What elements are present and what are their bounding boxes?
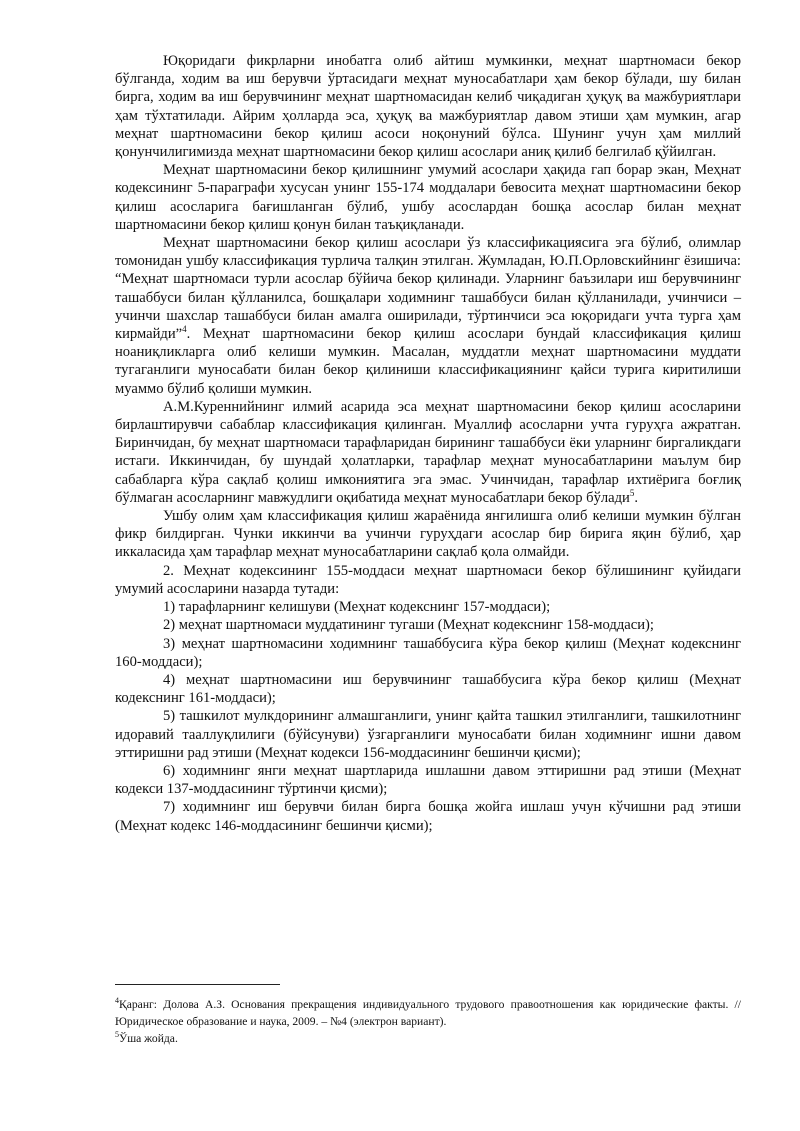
footnote-divider <box>115 984 280 985</box>
paragraph: А.М.Куреннийнинг илмий асарида эса меҳнат шартномасини бекор қилиш асосларини бирлаштирувчи сабаблар классификация қилинган. Муаллиф асосларни учта гуруҳга ажратган. Биринчидан, бу меҳнат шартномаси тарафларидан бирининг ташаббуси ёки уларнинг биргаликдаги истаги. Иккинчидан, бу шундай ҳолатларки, тарафлар меҳнат муносабатларини маълум бир сабабларга кўра сақлаб қолиш имкониятига эга эмас. Учинчидан, тарафлар ихтиёрига боғлиқ бўлмаган асосларнинг мавжудлиги оқибатида меҳнат муносабатлари бекор бўлади$^5$. <box>115 398 741 506</box>
list-item: 3) меҳнат шартномасини ходимнинг ташаббусига кўра бекор қилиш (Меҳнат кодекснинг 160-моддаси); <box>115 635 741 670</box>
list-item: 1) тарафларнинг келишуви (Меҳнат кодекснинг 157-моддаси); <box>163 599 551 616</box>
list-item: 6) ходимнинг янги меҳнат шартларида ишлашни давом эттиришни рад этиши (Меҳнат кодекси 137-моддасининг тўртинчи қисми); <box>115 762 741 798</box>
footnote: $^4$Қаранг: Долова А.З. Основания прекращения индивидуального трудового правоотношения как юридические факты. // Юридическое образование и наука, 2009. – №4 (электрон вариант). <box>115 996 741 1028</box>
footnote-ref[interactable]: 4 <box>182 324 187 335</box>
footnote-mark: 5 <box>115 1030 119 1040</box>
list-item: 2) меҳнат шартномаси муддатининг тугаши (Меҳнат кодекснинг 158-моддаси); <box>163 617 654 634</box>
footnote-mark: 4 <box>115 996 119 1006</box>
paragraph: Юқоридаги фикрларни инобатга олиб айтиш мумкинки, меҳнат шартномаси бекор бўлганда, ходим ва иш берувчи ўртасидаги меҳнат муносабатлари ҳам бекор бўлади, шу билан бирга, ходим ва иш берувчининг меҳнат шартномасидан келиб чиқадиган ҳуқуқ ва мажбуриятлари ҳам тўхтатилади. Айрим ҳолларда эса, ҳуқуқ ва мажбуриятлар давом этиши ҳам мумкин, агар меҳнат шартномасини бекор қилиш асоси ноқонуний бўлса. Шунинг учун ҳам миллий қонунчилигимизда меҳнат шартномасини бекор қилиш асослари аниқ қилиб белгилаб қўйилган. <box>115 53 741 161</box>
list-item: 7) ходимнинг иш берувчи билан бирга бошқа жойга ишлаш учун кўчишни рад этиши (Меҳнат кодекс 146-моддасининг бешинчи қисми); <box>115 799 741 834</box>
list-item: 4) меҳнат шартномасини иш берувчининг ташаббусига кўра бекор қилиш (Меҳнат кодекснинг 161-моддаси); <box>115 671 741 707</box>
footnotes <box>115 996 741 1047</box>
list-item: 5) ташкилот мулкдорининг алмашганлиги, унинг қайта ташкил этилганлиги, ташкилотнинг идоравий тааллуқлилиги (бўйсунуви) ўзгарганлиги муносабати билан ходимнинг ишни давом эттиришни рад этиши (Меҳнат кодекси 156-моддасининг бешинчи қисми); <box>115 708 741 761</box>
footnote: $^5$Ўша жойда. <box>115 1030 178 1045</box>
paragraph: Ушбу олим ҳам классификация қилиш жараёнида янгилишга олиб келиши мумкин бўлган фикр билдирган. Чунки иккинчи ва учинчи гуруҳдаги асослар бир бирига яқин бўлиб, ҳар иккаласида ҳам тарафлар меҳнат муносабатларини сақлаб қола олмайди. <box>115 508 741 561</box>
footnote-ref[interactable]: 5 <box>629 488 635 499</box>
paragraph: 2. Меҳнат кодексининг 155-моддаси меҳнат шартномаси бекор бўлишининг қуйидаги умумий асосларини назарда тутади: <box>115 562 741 597</box>
document-body <box>115 52 741 835</box>
paragraph: Меҳнат шартномасини бекор қилиш асослари ўз классификациясига эга бўлиб, олимлар томонидан ушбу классификация турлича талқин этилган. Жумладан, Ю.П.Орловскийнинг ёзишича: “Меҳнат шартномаси турли асослар бўйича бекор қилинади. Уларнинг баъзилари иш берувчининг ташаббуси билан қўлланилса, бошқалари ходимнинг ташаббуси билан қўлланилади, учинчиси – учинчи шахслар ташаббуси билан амалга оширилади, тўртинчиси эса юқоридаги учта турга ҳам кирмайди”$^4$. Меҳнат шартномасини бекор қилиш асослари бундай классификация қилиш ноаниқликларга олиб келиши мумкин. Масалан, муддатли меҳнат шартномасини муддати тугаганлиги муносабати билан бекор қилиниши классификациянинг қайси турига киритилиши муаммо бўлиб қолиши мумкин. <box>115 235 741 397</box>
paragraph: Меҳнат шартномасини бекор қилишнинг умумий асослари ҳақида гап борар экан, Меҳнат кодексининг 5-параграфи хусусан унинг 155-174 моддалари бевосита меҳнат шартномасини бекор қилиш асосларига бағишланган бўлиб, ушбу асослардан бошқа асослар билан меҳнат шартномасини бекор қилиш қонун билан таъқиқланади. <box>115 162 741 233</box>
